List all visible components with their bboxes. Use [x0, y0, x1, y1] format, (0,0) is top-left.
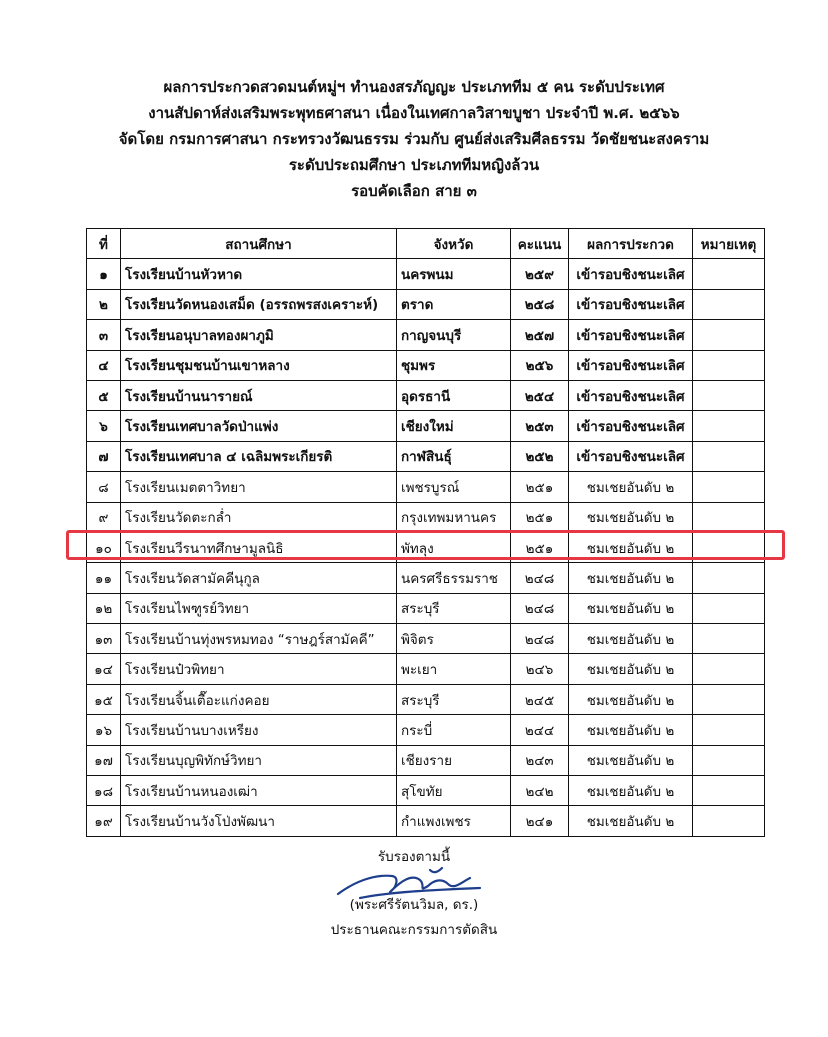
signer-position: ประธานคณะกรรมการตัดสิน — [330, 922, 498, 938]
result-text: ชมเชยอันดับ ๒ — [569, 532, 693, 562]
row-number: ๔ — [87, 350, 121, 380]
header-line-3: จัดโดย กรมการศาสนา กระทรวงวัฒนธรรม ร่วมกับ ศูนย์ส่งเสริมศีลธรรม วัดชัยชนะสงคราม — [118, 130, 710, 148]
header-school: สถานศึกษา — [121, 229, 397, 259]
score-value: ๒๔๘ — [511, 563, 569, 593]
row-number: ๑ — [87, 259, 121, 289]
province-name: เชียงใหม่ — [397, 411, 511, 441]
certify-text: รับรองตามนี้ — [377, 849, 451, 865]
school-name: โรงเรียนจิ้นเตื๊อะแก่งคอย — [121, 684, 397, 714]
province-name: กาฬสินธุ์ — [397, 441, 511, 471]
note-text — [693, 593, 765, 623]
table-row — [87, 806, 765, 836]
score-value: ๒๔๒ — [511, 776, 569, 806]
note-text — [693, 350, 765, 380]
result-text: ชมเชยอันดับ ๒ — [569, 502, 693, 532]
school-name: โรงเรียนบ้านบางเหรียง — [121, 715, 397, 745]
result-text: ชมเชยอันดับ ๒ — [569, 745, 693, 775]
header-line-1: ผลการประกวดสวดมนต์หมู่ฯ ทำนองสรภัญญะ ประเภททีม ๕ คน ระดับประเทศ — [163, 78, 665, 96]
table-row — [87, 776, 765, 806]
note-text — [693, 380, 765, 410]
result-text: ชมเชยอันดับ ๒ — [569, 776, 693, 806]
row-number: ๑๗ — [87, 745, 121, 775]
school-name: โรงเรียนบ้านหัวหาด — [121, 259, 397, 289]
result-text: เข้ารอบชิงชนะเลิศ — [569, 259, 693, 289]
school-name: โรงเรียนป๋วพิทยา — [121, 654, 397, 684]
table-row — [87, 502, 765, 532]
header-no: ที่ — [87, 229, 121, 259]
province-name: สระบุรี — [397, 684, 511, 714]
note-text — [693, 806, 765, 836]
table-row — [87, 441, 765, 471]
result-text: เข้ารอบชิงชนะเลิศ — [569, 350, 693, 380]
score-value: ๒๔๘ — [511, 624, 569, 654]
school-name: โรงเรียนอนุบาลทองผาภูมิ — [121, 320, 397, 350]
table-header-row — [87, 229, 765, 259]
score-value: ๒๕๑ — [511, 472, 569, 502]
school-name: โรงเรียนวัดสามัคคีนุกูล — [121, 563, 397, 593]
score-value: ๒๕๗ — [511, 320, 569, 350]
result-text: เข้ารอบชิงชนะเลิศ — [569, 380, 693, 410]
note-text — [693, 502, 765, 532]
school-name: โรงเรียนบุญพิทักษ์วิทยา — [121, 745, 397, 775]
province-name: ตราด — [397, 289, 511, 319]
signer-name: (พระศรีรัตนวิมล, ดร.) — [349, 897, 479, 913]
result-text: เข้ารอบชิงชนะเลิศ — [569, 441, 693, 471]
result-text: ชมเชยอันดับ ๒ — [569, 624, 693, 654]
row-number: ๑๓ — [87, 624, 121, 654]
note-text — [693, 745, 765, 775]
note-text — [693, 472, 765, 502]
province-name: กรุงเทพมหานคร — [397, 502, 511, 532]
row-number: ๑๕ — [87, 684, 121, 714]
school-name: โรงเรียนเทศบาล ๔ เฉลิมพระเกียรติ — [121, 441, 397, 471]
table-row — [87, 684, 765, 714]
province-name: อุดรธานี — [397, 380, 511, 410]
score-value: ๒๔๓ — [511, 745, 569, 775]
note-text — [693, 563, 765, 593]
row-number: ๑๘ — [87, 776, 121, 806]
province-name: กระบี่ — [397, 715, 511, 745]
row-number: ๑๐ — [87, 532, 121, 562]
score-value: ๒๕๖ — [511, 350, 569, 380]
result-text: ชมเชยอันดับ ๒ — [569, 593, 693, 623]
result-text: ชมเชยอันดับ ๒ — [569, 806, 693, 836]
row-number: ๑๖ — [87, 715, 121, 745]
table-row — [87, 411, 765, 441]
note-text — [693, 411, 765, 441]
province-name: พัทลุง — [397, 532, 511, 562]
table-row — [87, 350, 765, 380]
note-text — [693, 259, 765, 289]
school-name: โรงเรียนเทศบาลวัดป่าแพ่ง — [121, 411, 397, 441]
result-text: ชมเชยอันดับ ๒ — [569, 472, 693, 502]
note-text — [693, 776, 765, 806]
province-name: กำแพงเพชร — [397, 806, 511, 836]
school-name: โรงเรียนวัดตะกล่ำ — [121, 502, 397, 532]
school-name: โรงเรียนวีรนาทศึกษามูลนิธิ — [121, 532, 397, 562]
score-value: ๒๔๑ — [511, 806, 569, 836]
score-value: ๒๕๑ — [511, 532, 569, 562]
header-note: หมายเหตุ — [693, 229, 765, 259]
score-value: ๒๔๕ — [511, 684, 569, 714]
province-name: นครพนม — [397, 259, 511, 289]
note-text — [693, 624, 765, 654]
row-number: ๑๔ — [87, 654, 121, 684]
score-value: ๒๕๔ — [511, 380, 569, 410]
table-row — [87, 380, 765, 410]
province-name: สุโขทัย — [397, 776, 511, 806]
school-name: โรงเรียนบ้านนารายณ์ — [121, 380, 397, 410]
school-name: โรงเรียนบ้านวังโป่งพัฒนา — [121, 806, 397, 836]
header-score: คะแนน — [511, 229, 569, 259]
score-value: ๒๕๙ — [511, 259, 569, 289]
row-number: ๒ — [87, 289, 121, 319]
note-text — [693, 654, 765, 684]
row-number: ๕ — [87, 380, 121, 410]
document-header — [0, 74, 828, 204]
province-name: เพชรบูรณ์ — [397, 472, 511, 502]
province-name: พะเยา — [397, 654, 511, 684]
note-text — [693, 289, 765, 319]
header-line-5: รอบคัดเลือก สาย ๓ — [351, 182, 477, 200]
highlight-box — [66, 530, 785, 560]
score-value: ๒๕๒ — [511, 441, 569, 471]
score-value: ๒๔๘ — [511, 593, 569, 623]
result-text: ชมเชยอันดับ ๒ — [569, 563, 693, 593]
result-text: ชมเชยอันดับ ๒ — [569, 654, 693, 684]
row-number: ๑๒ — [87, 593, 121, 623]
score-value: ๒๕๑ — [511, 502, 569, 532]
table-row — [87, 654, 765, 684]
school-name: โรงเรียนวัดหนองเสม็ด (อรรถพรสงเคราะห์) — [121, 289, 397, 319]
score-value: ๒๕๘ — [511, 289, 569, 319]
note-text — [693, 684, 765, 714]
table-row — [87, 320, 765, 350]
province-name: เชียงราย — [397, 745, 511, 775]
row-number: ๓ — [87, 320, 121, 350]
header-line-2: งานสัปดาห์ส่งเสริมพระพุทธศาสนา เนื่องในเทศกาลวิสาขบูชา ประจำปี พ.ศ. ๒๕๖๖ — [148, 104, 680, 122]
score-value: ๒๔๔ — [511, 715, 569, 745]
province-name: กาญจนบุรี — [397, 320, 511, 350]
school-name: โรงเรียนบ้านหนองเฒ่า — [121, 776, 397, 806]
table-row — [87, 593, 765, 623]
note-text — [693, 441, 765, 471]
province-name: พิจิตร — [397, 624, 511, 654]
row-number: ๖ — [87, 411, 121, 441]
table-row — [87, 745, 765, 775]
result-text: ชมเชยอันดับ ๒ — [569, 715, 693, 745]
score-value: ๒๔๖ — [511, 654, 569, 684]
result-text: ชมเชยอันดับ ๒ — [569, 684, 693, 714]
table-row — [87, 289, 765, 319]
table-row — [87, 472, 765, 502]
header-result: ผลการประกวด — [569, 229, 693, 259]
province-name: สระบุรี — [397, 593, 511, 623]
table-row — [87, 563, 765, 593]
province-name: ชุมพร — [397, 350, 511, 380]
row-number: ๙ — [87, 502, 121, 532]
table-row — [87, 624, 765, 654]
school-name: โรงเรียนบ้านทุ่งพรหมทอง “ราษฎร์สามัคคี” — [121, 624, 397, 654]
note-text — [693, 715, 765, 745]
header-province: จังหวัด — [397, 229, 511, 259]
header-line-4: ระดับประถมศึกษา ประเภททีมหญิงล้วน — [288, 156, 540, 174]
row-number: ๑๙ — [87, 806, 121, 836]
result-text: เข้ารอบชิงชนะเลิศ — [569, 320, 693, 350]
row-number: ๑๑ — [87, 563, 121, 593]
result-text: เข้ารอบชิงชนะเลิศ — [569, 289, 693, 319]
row-number: ๗ — [87, 441, 121, 471]
result-text: เข้ารอบชิงชนะเลิศ — [569, 411, 693, 441]
score-value: ๒๕๓ — [511, 411, 569, 441]
school-name: โรงเรียนเมตตาวิทยา — [121, 472, 397, 502]
table-row — [87, 715, 765, 745]
note-text — [693, 320, 765, 350]
row-number: ๘ — [87, 472, 121, 502]
school-name: โรงเรียนไพฑูรย์วิทยา — [121, 593, 397, 623]
province-name: นครศรีธรรมราช — [397, 563, 511, 593]
table-row — [87, 259, 765, 289]
school-name: โรงเรียนชุมชนบ้านเขาหลาง — [121, 350, 397, 380]
